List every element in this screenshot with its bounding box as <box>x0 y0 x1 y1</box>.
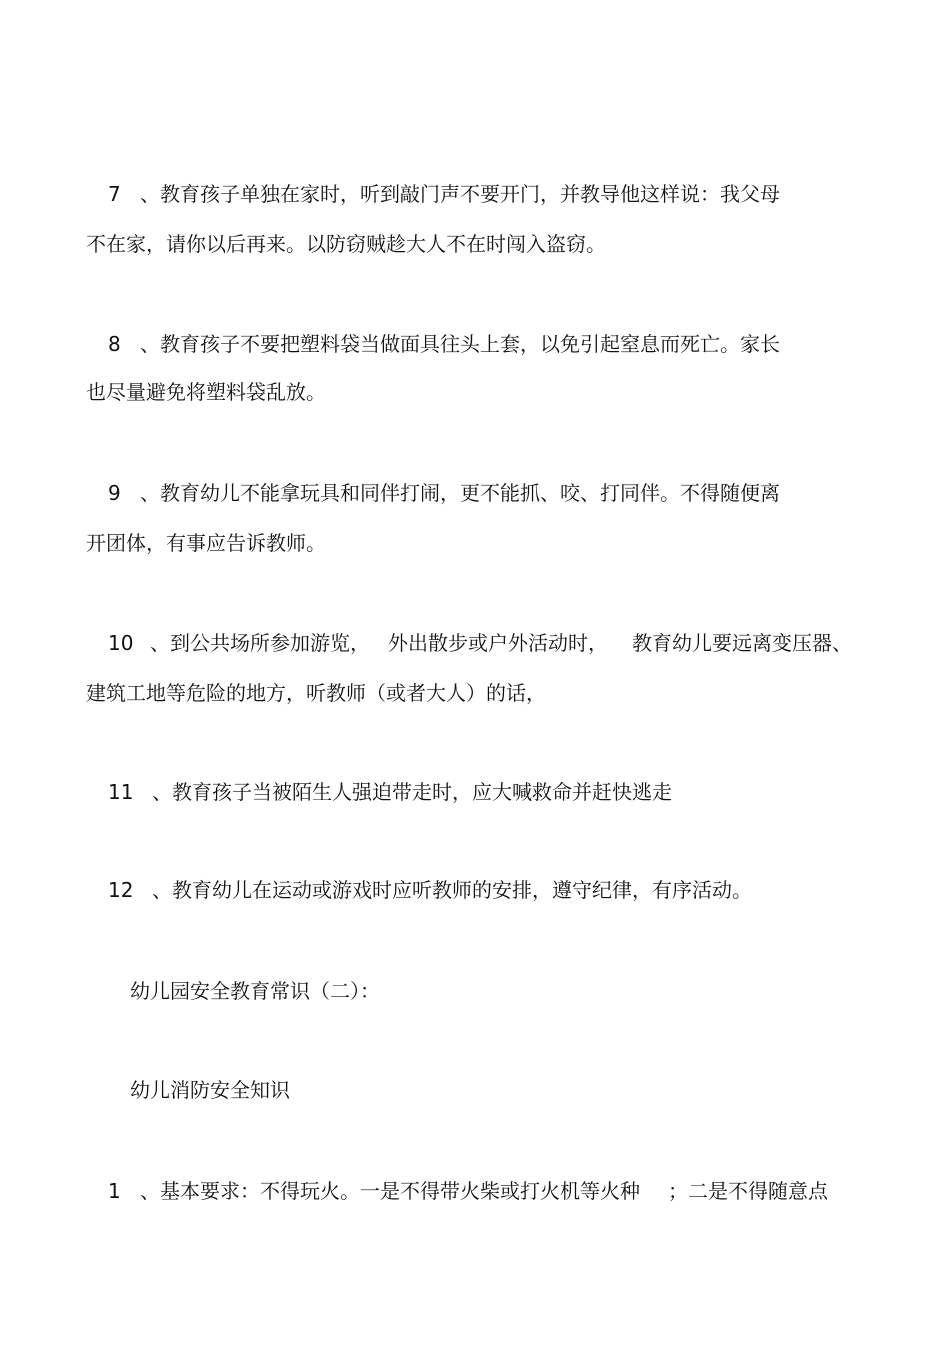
item-number: 10 <box>108 631 134 655</box>
item-9-line-2: 开团体，有事应告诉教师。 <box>86 531 326 555</box>
item-text: 、教育孩子不要把塑料袋当做面具往头上套，以免引起窒息而死亡。家长 <box>140 332 780 356</box>
item-text: 、教育幼儿不能拿玩具和同伴打闹，更不能抓、咬、打同伴。不得随便离 <box>140 481 780 505</box>
item-number: 12 <box>108 878 134 902</box>
section-heading: 幼儿园安全教育常识（二）： <box>130 979 380 1003</box>
item-text: ；二是不得随意点 <box>668 1179 828 1203</box>
item-number: 8 <box>108 332 121 356</box>
item-7-line-2: 不在家，请你以后再来。以防窃贼趁大人不在时闯入盗窃。 <box>86 232 606 256</box>
item-number: 9 <box>108 481 121 505</box>
section-subheading: 幼儿消防安全知识 <box>130 1078 290 1102</box>
item-text: 、基本要求：不得玩火。一是不得带火柴或打火机等火种 <box>140 1179 640 1203</box>
item-11-line-1 <box>108 780 672 804</box>
item-8-line-1 <box>108 332 780 356</box>
item-text: 、教育孩子单独在家时，听到敲门声不要开门，并教导他这样说：我父母 <box>140 182 780 206</box>
item-text: 外出散步或户外活动时， <box>388 631 608 655</box>
item-number: 1 <box>108 1179 121 1203</box>
item-text: 、教育幼儿在运动或游戏时应听教师的安排，遵守纪律，有序活动。 <box>152 878 752 902</box>
item-text: 、到公共场所参加游览， <box>150 631 370 655</box>
item-9-line-1 <box>108 481 780 505</box>
item-10-line-1 <box>108 631 852 655</box>
item-12-line-1 <box>108 878 752 902</box>
item-10-line-2: 建筑工地等危险的地方，听教师（或者大人）的话， <box>86 681 546 705</box>
fire-item-1-line-1 <box>108 1179 828 1203</box>
item-text: 教育幼儿要远离变压器、 <box>632 631 852 655</box>
item-text: 、教育孩子当被陌生人强迫带走时，应大喊救命并赶快逃走 <box>152 780 672 804</box>
item-number: 7 <box>108 182 121 206</box>
item-number: 11 <box>108 780 134 804</box>
item-7-line-1 <box>108 182 780 206</box>
item-8-line-2: 也尽量避免将塑料袋乱放。 <box>86 380 326 404</box>
